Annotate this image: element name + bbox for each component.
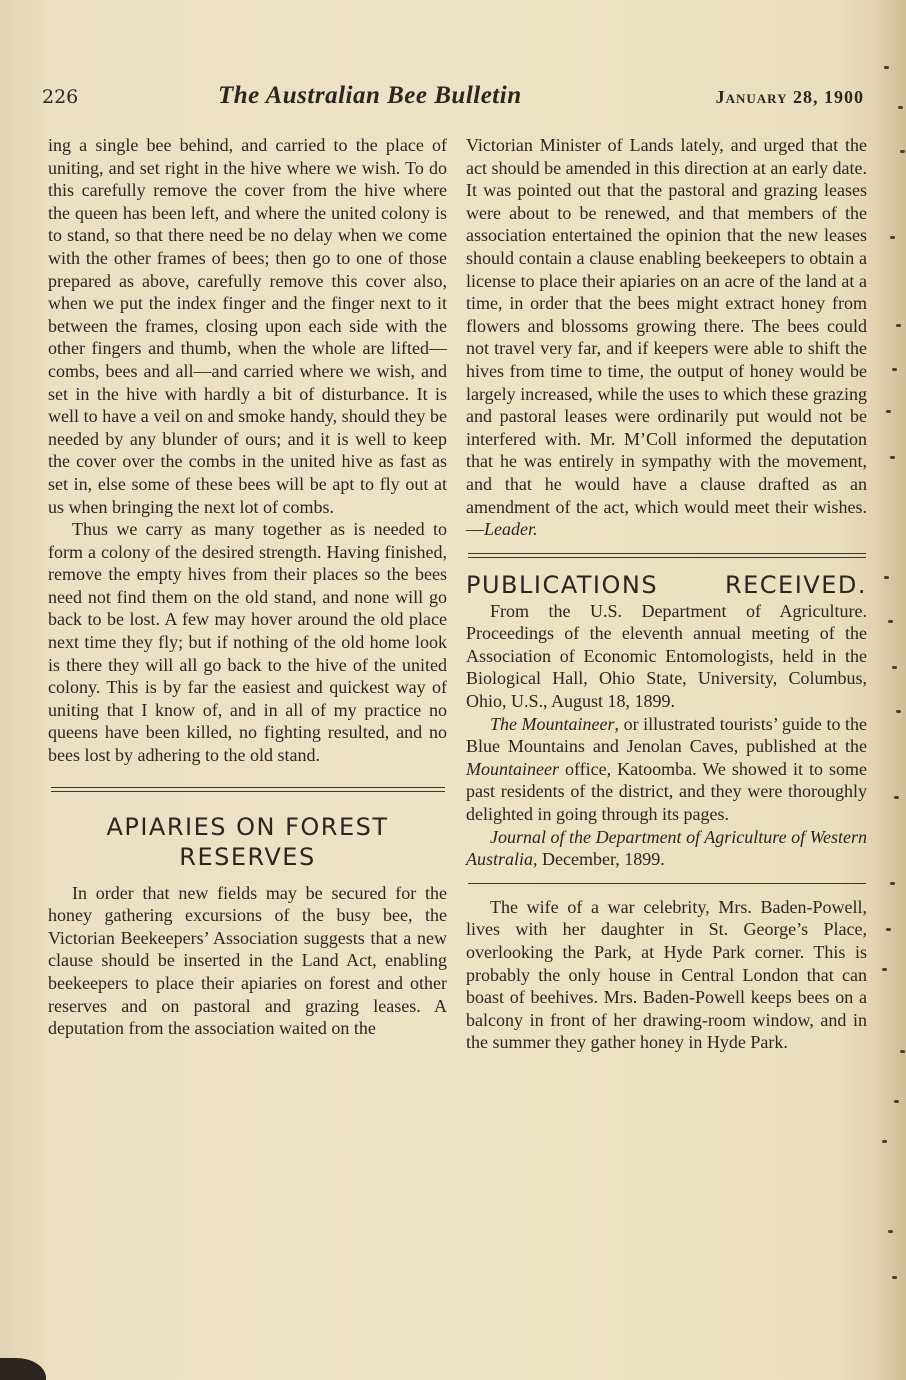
publication-item	[466, 826, 867, 871]
ink-speck	[892, 368, 897, 371]
ink-speck	[886, 410, 891, 413]
publication-title: Journal of the Department of Agriculture of Western Australia,	[466, 826, 867, 870]
ink-speck	[890, 236, 895, 239]
section-divider	[468, 883, 866, 884]
uniting-paragraph-2: Thus we carry as many together as is needed to form a colony of the desired strength. Having finished, remove the empty hives from their places so the bees need not find them on the old stand, and none will go back to be lost. A few may hover around the old place next time they fly; but if nothing of the old home look is there they will all go back to the hive of the united colony. This is by far the easiest and quickest way of uniting that I know of, and in all of my practice no queens have been killed, no fighting resulted, and no bees lost by adhering to the old stand.	[48, 519, 447, 766]
ink-speck	[888, 1230, 893, 1233]
issue-date: January 28, 1900	[715, 87, 864, 107]
journal-title: The Australian Bee Bulletin	[218, 82, 522, 109]
publication-text: December, 1899.	[537, 849, 665, 870]
publication-title: The Mountaineer	[490, 713, 615, 734]
ink-speck	[898, 106, 903, 109]
left-column	[48, 134, 447, 1040]
uniting-paragraph-1: ing a single bee behind, and carried to the place of uniting, and set right in the hive where we wish. To do this carefully remove the cover from the hive where the queen has been left, and where the united colony is to stand, so that there need be no delay when we come with the other frames of bees; then go to one of those prepared as above, carefully remove this cover also, when we put the index finger and the finger next to it between the frames, closing upon each side with the other fingers and thumb, when the whole are lifted—combs, bees and all—and carried where we wish, and set in the hive with hardly a bit of disturbance. It is well to have a veil on and smoke handy, should they be needed by any blunder of ours; and it is well to keep the cover over the combs in the united hive as fast as set in, else some of these bees will be apt to fly out at us when bringing the next lot of combs.	[48, 135, 447, 517]
publication-item: From the U.S. Department of Agriculture. Proceedings of the eleventh annual meeting of the Association of Economic Entomologists, held in the Biological Hall, Ohio State, University, Columbus, Ohio, U.S., August 18, 1899.	[466, 600, 867, 712]
page-edge-shadow	[872, 0, 906, 1380]
publication-title: Mountaineer	[466, 758, 559, 779]
ink-speck	[896, 324, 901, 327]
ink-speck	[894, 796, 899, 799]
apiaries-heading	[48, 812, 447, 872]
apiaries-heading-line1: APIARIES ON FOREST	[106, 812, 389, 841]
ink-speck	[882, 968, 887, 971]
baden-powell-paragraph: The wife of a war celebrity, Mrs. Baden-Powell, lives with her daughter in St. George’s Place, overlooking the Park, at Hyde Park corner. This is probably the only house in Central London that can boast of beehives. Mrs. Baden-Powell keeps bees on a balcony in front of her drawing-room window, and in the summer they gather honey in Hyde Park.	[466, 896, 867, 1053]
right-column	[466, 134, 867, 1054]
ink-speck	[892, 666, 897, 669]
ink-speck	[890, 882, 895, 885]
ink-speck	[884, 576, 889, 579]
section-divider	[51, 787, 445, 792]
apiaries-heading-line2: RESERVES	[179, 842, 316, 871]
page-number: 226	[42, 86, 79, 108]
minister-paragraph	[466, 134, 867, 541]
publications-heading: PUBLICATIONS RECEIVED.	[466, 570, 867, 599]
publication-item	[466, 713, 867, 826]
section-divider	[468, 553, 866, 558]
ink-speck	[894, 1100, 899, 1103]
ink-speck	[892, 1276, 897, 1279]
ink-speck	[896, 710, 901, 713]
corner-shadow	[0, 1358, 46, 1380]
publication-text: , or illustrated tourists’ guide to the Blue Mountains and Jenolan Caves, published at the	[466, 713, 868, 757]
ink-speck	[882, 1140, 887, 1143]
ink-speck	[900, 1050, 905, 1053]
minister-paragraph-text: Victorian Minister of Lands lately, and urged that the act should be amended in this direction at an early date. It was pointed out that the pastoral and grazing leases were about to be renewed, and that members of the association entertained the opinion that the new leases should contain a clause enabling beekeepers to obtain a license to place their apiaries on an acre of the land at a time, in order that the bees might extract honey from flowers and blossoms growing there. The bees could not travel very far, and if keepers were able to shift the hives from time to time, the output of honey would be largely increased, while the uses to which these grazing and pastoral leases were ordinarily put would not be interfered with. Mr. M’Coll informed the deputation that he was entirely in sympathy with the movement, and that he would have a clause drafted as an amendment of the act, which would meet their wishes.—	[466, 135, 867, 540]
ink-speck	[888, 620, 893, 623]
apiaries-paragraph: In order that new fields may be secured for the honey gathering excursions of the busy bee, the Victorian Beekeepers’ Association suggests that a new clause should be inserted in the Land Act, enabling beekeepers to place their apiaries on forest and other reserves and on pastoral and grazing leases. A deputation from the association waited on the	[48, 882, 447, 1039]
ink-speck	[886, 928, 891, 931]
ink-speck	[900, 150, 905, 153]
ink-speck	[884, 66, 889, 69]
page-header	[42, 84, 864, 116]
minister-paragraph-source: Leader.	[484, 519, 538, 540]
ink-speck	[890, 456, 895, 459]
publication-text: office, Katoomba. We showed it to some past residents of the district, and they were thoroughly delighted in going through its pages.	[466, 758, 867, 825]
